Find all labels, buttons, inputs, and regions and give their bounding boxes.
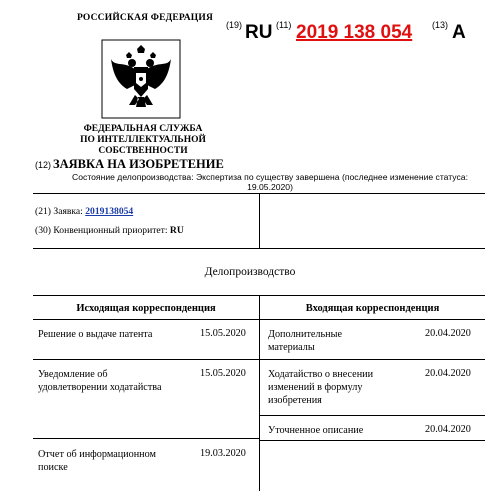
agency-line2: ПО ИНТЕЛЛЕКТУАЛЬНОЙ СОБСТВЕННОСТИ [80,135,206,156]
status-line-1: Состояние делопроизводства: Экспертиза по существу завершена (последнее изменение статуса: [72,172,468,182]
code-19: (19) [226,20,243,30]
outgoing-row-border [33,438,259,439]
incoming-item-3-line: Уточненное описание [268,425,364,436]
outgoing-item-1[interactable] [38,328,152,341]
outgoing-item-1-line: Решение о выдаче патента [38,329,153,340]
title-text: ЗАЯВКА НА ИЗОБРЕТЕНИЕ [53,157,224,171]
incoming-item-1-line-1: Дополнительные [268,329,342,340]
table-column-divider [259,295,260,491]
application-number-link[interactable]: 2019138054 [85,206,134,217]
incoming-item-3[interactable] [268,424,363,437]
incoming-header: Входящая корреспонденция [305,303,440,314]
biblio-divider [259,193,260,248]
outgoing-row-border [33,359,259,360]
outgoing-item-3-line-2: поиске [38,462,68,473]
application-label: (21) Заявка: [35,206,83,217]
outgoing-item-1-date: 15.05.2020 [200,328,246,339]
incoming-item-1[interactable] [268,328,342,354]
priority-label: (30) Конвенционный приоритет: [35,225,168,236]
document-number: 2019 138 054 [296,22,413,43]
outgoing-item-2-line-1: Уведомление об [38,369,108,380]
incoming-item-1-date: 20.04.2020 [425,328,471,339]
incoming-item-2-line-2: изменений в формулу [268,382,363,393]
country-code: RU [245,22,273,43]
outgoing-item-2-line-2: удовлетворении ходатайства [38,382,162,393]
document-title [35,157,224,172]
outgoing-header: Исходящая корреспонденция [76,303,216,314]
incoming-row-border [259,415,485,416]
priority-field [35,225,184,236]
incoming-row-border [259,359,485,360]
code-11: (11) [276,20,292,30]
status-line-2: 19.05.2020) [247,182,293,192]
outgoing-item-3[interactable] [38,448,156,474]
incoming-item-2-line-3: изобретения [268,395,322,406]
document-kind: A [452,22,466,43]
incoming-item-2-line-1: Ходатайство о внесении [268,369,374,380]
incoming-item-1-line-2: материалы [268,342,315,353]
incoming-item-3-date: 20.04.2020 [425,424,471,435]
priority-value: RU [169,225,184,236]
outgoing-item-3-date: 19.03.2020 [200,448,246,459]
section-title: Делопроизводство [204,266,296,278]
outgoing-item-2[interactable] [38,368,161,394]
incoming-item-2-date: 20.04.2020 [425,368,471,379]
code-13: (13) [432,20,449,30]
agency-line1: ФЕДЕРАЛЬНАЯ СЛУЖБА [83,124,203,134]
country-name: РОССИЙСКАЯ ФЕДЕРАЦИЯ [76,13,214,23]
agency-name [38,124,248,157]
code-12: (12) [35,160,52,170]
biblio-bottom-border [33,248,485,249]
outgoing-item-3-line-1: Отчет об информационном [38,449,156,460]
incoming-row-border [259,440,485,441]
status-text [60,172,480,192]
application-field [35,206,133,217]
russian-coat-of-arms-icon [101,39,181,119]
incoming-item-2[interactable] [268,368,373,407]
outgoing-item-2-date: 15.05.2020 [200,368,246,379]
